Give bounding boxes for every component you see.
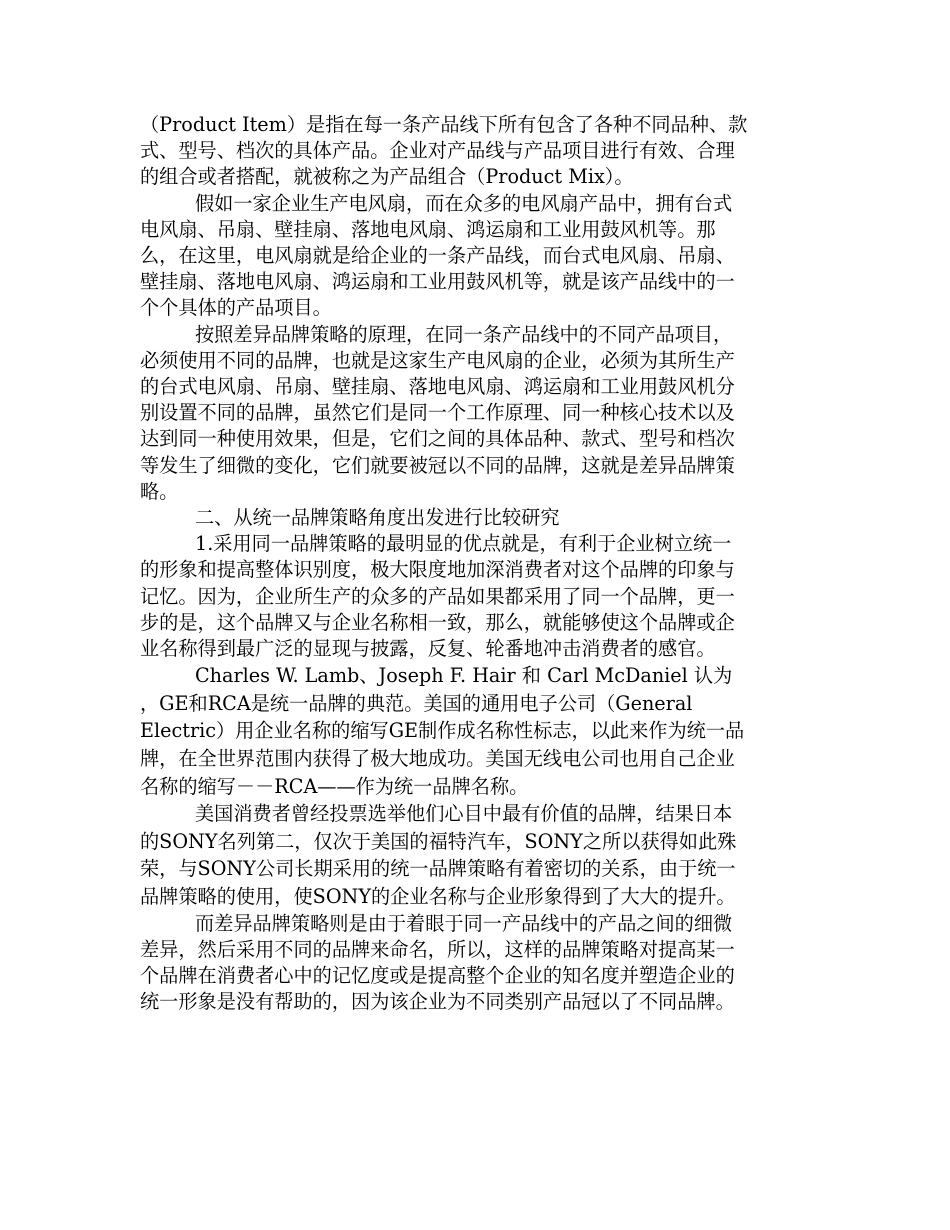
- paragraph-differentiated-drawback: 而差异品牌策略则是由于着眼于同一产品线中的产品之间的细微差异，然后采用不同的品牌来命名，所以，这样的品牌策略对提高某一个品牌在消费者心中的记忆度或是提高整个企业的知名度并塑造企业的统一形象是没有帮助的，因为该企业为不同类别产品冠以了不同品牌。: [140, 911, 735, 1014]
- paragraph-product-mix: （Product Item）是指在每一条产品线下所有包含了各种不同品种、款式、型号、档次的具体产品。企业对产品线与产品项目进行有效、合理的组合或者搭配，就被称之为产品组合（Product Mix）。: [140, 113, 748, 189]
- paragraph-unified-advantage: 1.采用同一品牌策略的最明显的优点就是，有利于企业树立统一的形象和提高整体识别度，极大限度地加深消费者对这个品牌的印象与记忆。因为，企业所生产的众多的产品如果都采用了同一个品牌，更一步的是，这个品牌又与企业名称相一致，那么，就能够使这个品牌或企业名称得到最广泛的显现与披露，反复、轮番地冲击消费者的感官。: [140, 532, 735, 661]
- section-heading: 二、从统一品牌策略角度出发进行比较研究: [195, 506, 560, 530]
- paragraph-differentiated-principle: 按照差异品牌策略的原理，在同一条产品线中的不同产品项目，必须使用不同的品牌，也就是这家生产电风扇的企业，必须为其所生产的台式电风扇、吊扇、壁挂扇、落地电风扇、鸿运扇和工业用鼓风机分别设置不同的品牌，虽然它们是同一个工作原理、同一种核心技术以及达到同一种使用效果，但是，它们之间的具体品种、款式、型号和档次等发生了细微的变化，它们就要被冠以不同的品牌，这就是差异品牌策略。: [140, 322, 735, 503]
- document-page: [140, 112, 750, 1015]
- paragraph-ge-rca: Charles W. Lamb、Joseph F. Hair 和 Carl McDaniel 认为 ，GE和RCA是统一品牌的典范。美国的通用电子公司（General Electric）用企业名称的缩写GE制作成名称性标志，以此来作为统一品牌，在全世界范围内获得了极大地成功。美国无线电公司也用自己企业名称的缩写－－RCA——作为统一品牌名称。: [140, 664, 745, 798]
- paragraph-sony: 美国消费者曾经投票选举他们心目中最有价值的品牌，结果日本的SONY名列第二，仅次于美国的福特汽车，SONY之所以获得如此殊荣，与SONY公司长期采用的统一品牌策略有着密切的关系，由于统一品牌策略的使用，使SONY的企业名称与企业形象得到了大大的提升。: [140, 802, 737, 909]
- paragraph-fan-example: 假如一家企业生产电风扇，而在众多的电风扇产品中，拥有台式电风扇、吊扇、壁挂扇、落地电风扇、鸿运扇和工业用鼓风机等。那么，在这里，电风扇就是给企业的一条产品线，而台式电风扇、吊扇、壁挂扇、落地电风扇、鸿运扇和工业用鼓风机等，就是该产品线中的一个个具体的产品项目。: [140, 191, 735, 320]
